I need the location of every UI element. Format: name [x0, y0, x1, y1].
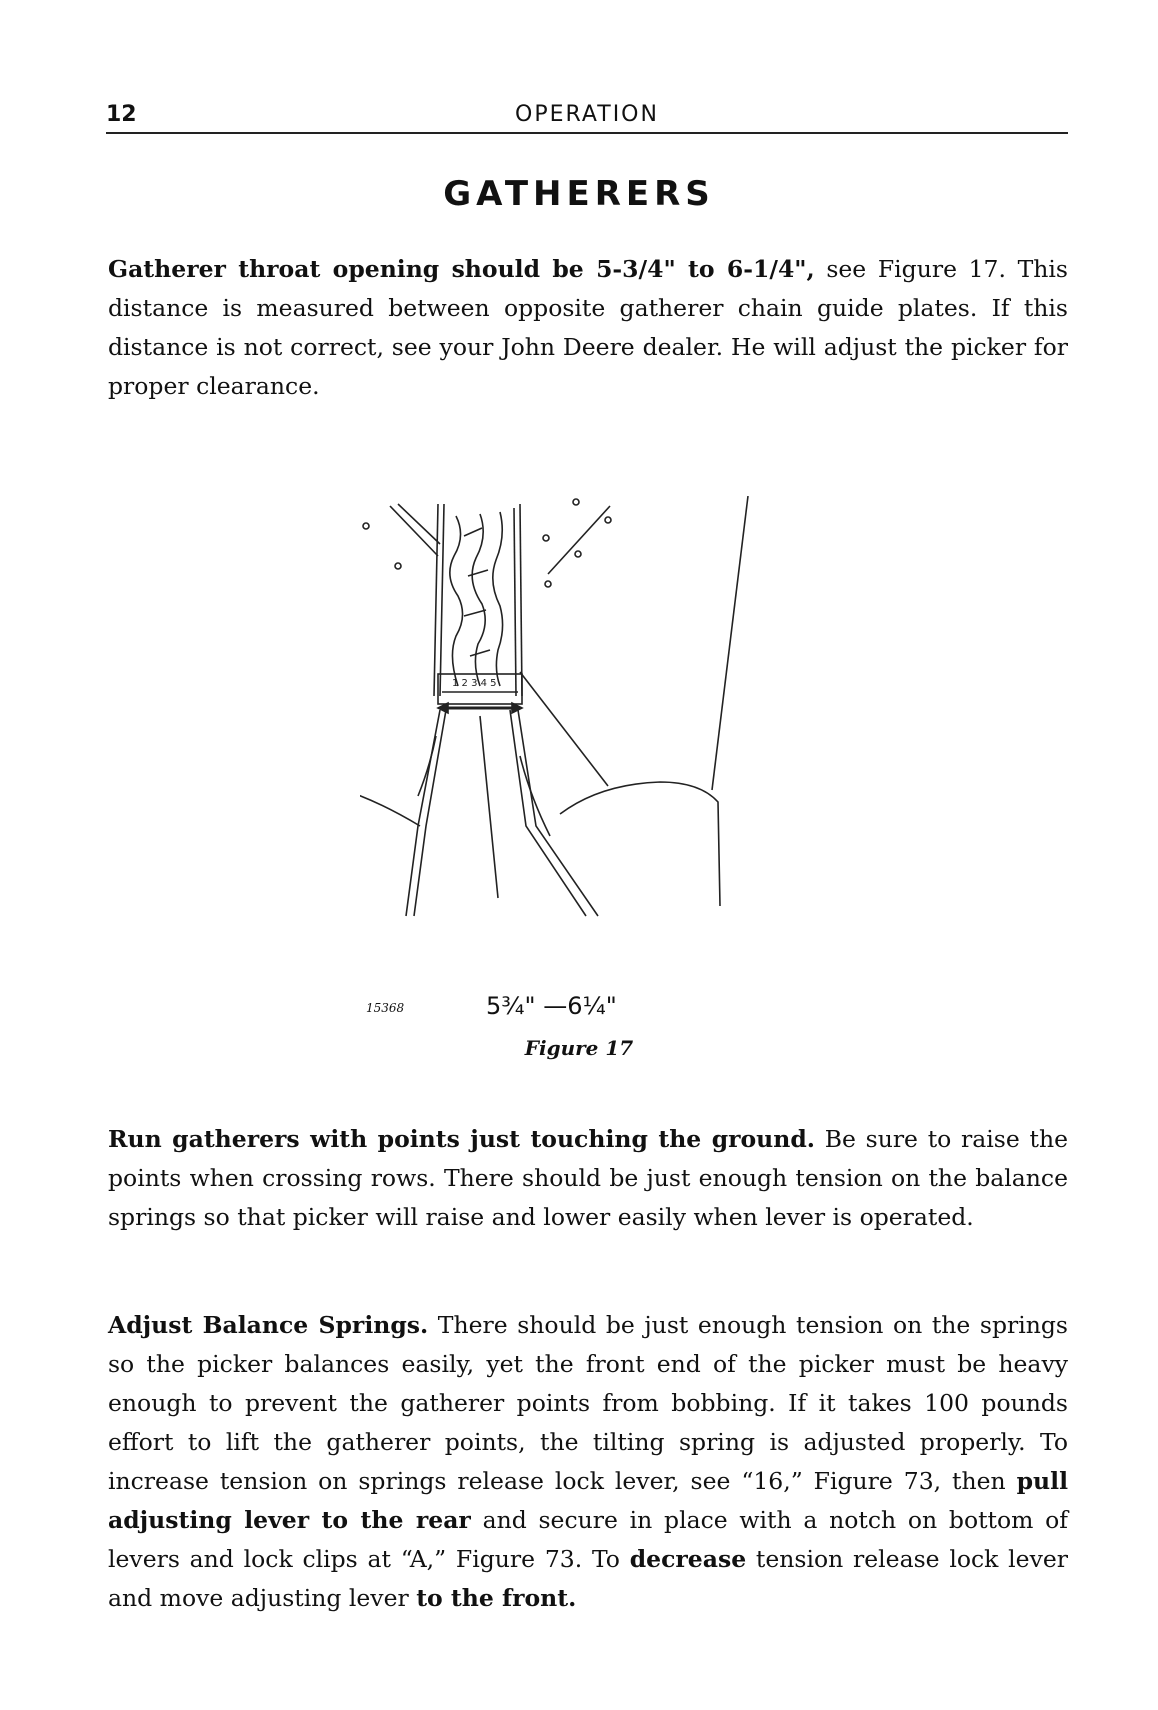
paragraph-body: Be sure to raise the points when crossing rows. There should be just enough tension on the balance springs so that picker will raise and lower easily when lever is operated. — [108, 1125, 1068, 1231]
paragraph-lead: Adjust Balance Springs. — [108, 1311, 429, 1339]
emphasis-decrease: decrease — [629, 1545, 747, 1573]
paragraph-text-1: There should be just enough tension on the springs so the picker balances easily, yet the front end of the picker must be heavy enough to prevent the gatherer points from bobbing. If it takes 100 pounds effort to lift the gatherer points, the tilting spring is adjusted properly. To increase tension on springs release lock lever, see “16,” Figure 73, then — [108, 1311, 1068, 1495]
right-gatherer — [518, 710, 598, 916]
gatherer-throat-diagram — [360, 496, 830, 1016]
right-ground-curve — [560, 782, 720, 906]
gauge-scale-digits: 1 2 3 4 5 — [452, 678, 497, 689]
throat-right-edge — [520, 504, 522, 696]
dimension-leader-line — [480, 716, 498, 898]
paragraph-balance-springs — [108, 1306, 1068, 1618]
left-frame-line-inner — [398, 504, 440, 544]
throat-left-edge — [434, 504, 438, 696]
paragraph-lead: Gatherer throat opening should be 5-3/4" to 6-1/4", — [108, 255, 815, 283]
paragraph-body: see Figure 17. This distance is measured between opposite gatherer chain guide plates. If this distance is not correct, see your John Deere dealer. He will adjust the picker for proper clearance. — [108, 255, 1068, 400]
page-number: 12 — [106, 102, 137, 127]
paragraph-throat-opening — [108, 250, 1068, 406]
pointer-line — [712, 496, 748, 790]
emphasis-pull-rear: pull adjusting lever to the rear — [108, 1467, 1068, 1534]
right-frame-line — [548, 506, 610, 574]
section-title: OPERATION — [515, 102, 659, 127]
paragraph-text-3: tension release lock lever and move adjusting lever — [108, 1545, 1068, 1612]
paragraph-text-2: and secure in place with a notch on bottom of levers and lock clips at “A,” Figure 73. To — [108, 1506, 1069, 1573]
emphasis-front: to the front. — [416, 1584, 577, 1612]
paragraph-lead: Run gatherers with points just touching the ground. — [108, 1125, 815, 1153]
figure-dimension-label: 5¾" —6¼" — [486, 992, 617, 1020]
figure-caption: Figure 17 — [524, 1036, 634, 1060]
left-ground-curve — [360, 786, 420, 826]
page-title: GATHERERS — [443, 174, 715, 214]
paragraph-run-gatherers — [108, 1120, 1068, 1237]
page-header — [106, 96, 1068, 134]
left-frame-line — [390, 506, 438, 556]
figure-id: 15368 — [366, 1001, 405, 1015]
